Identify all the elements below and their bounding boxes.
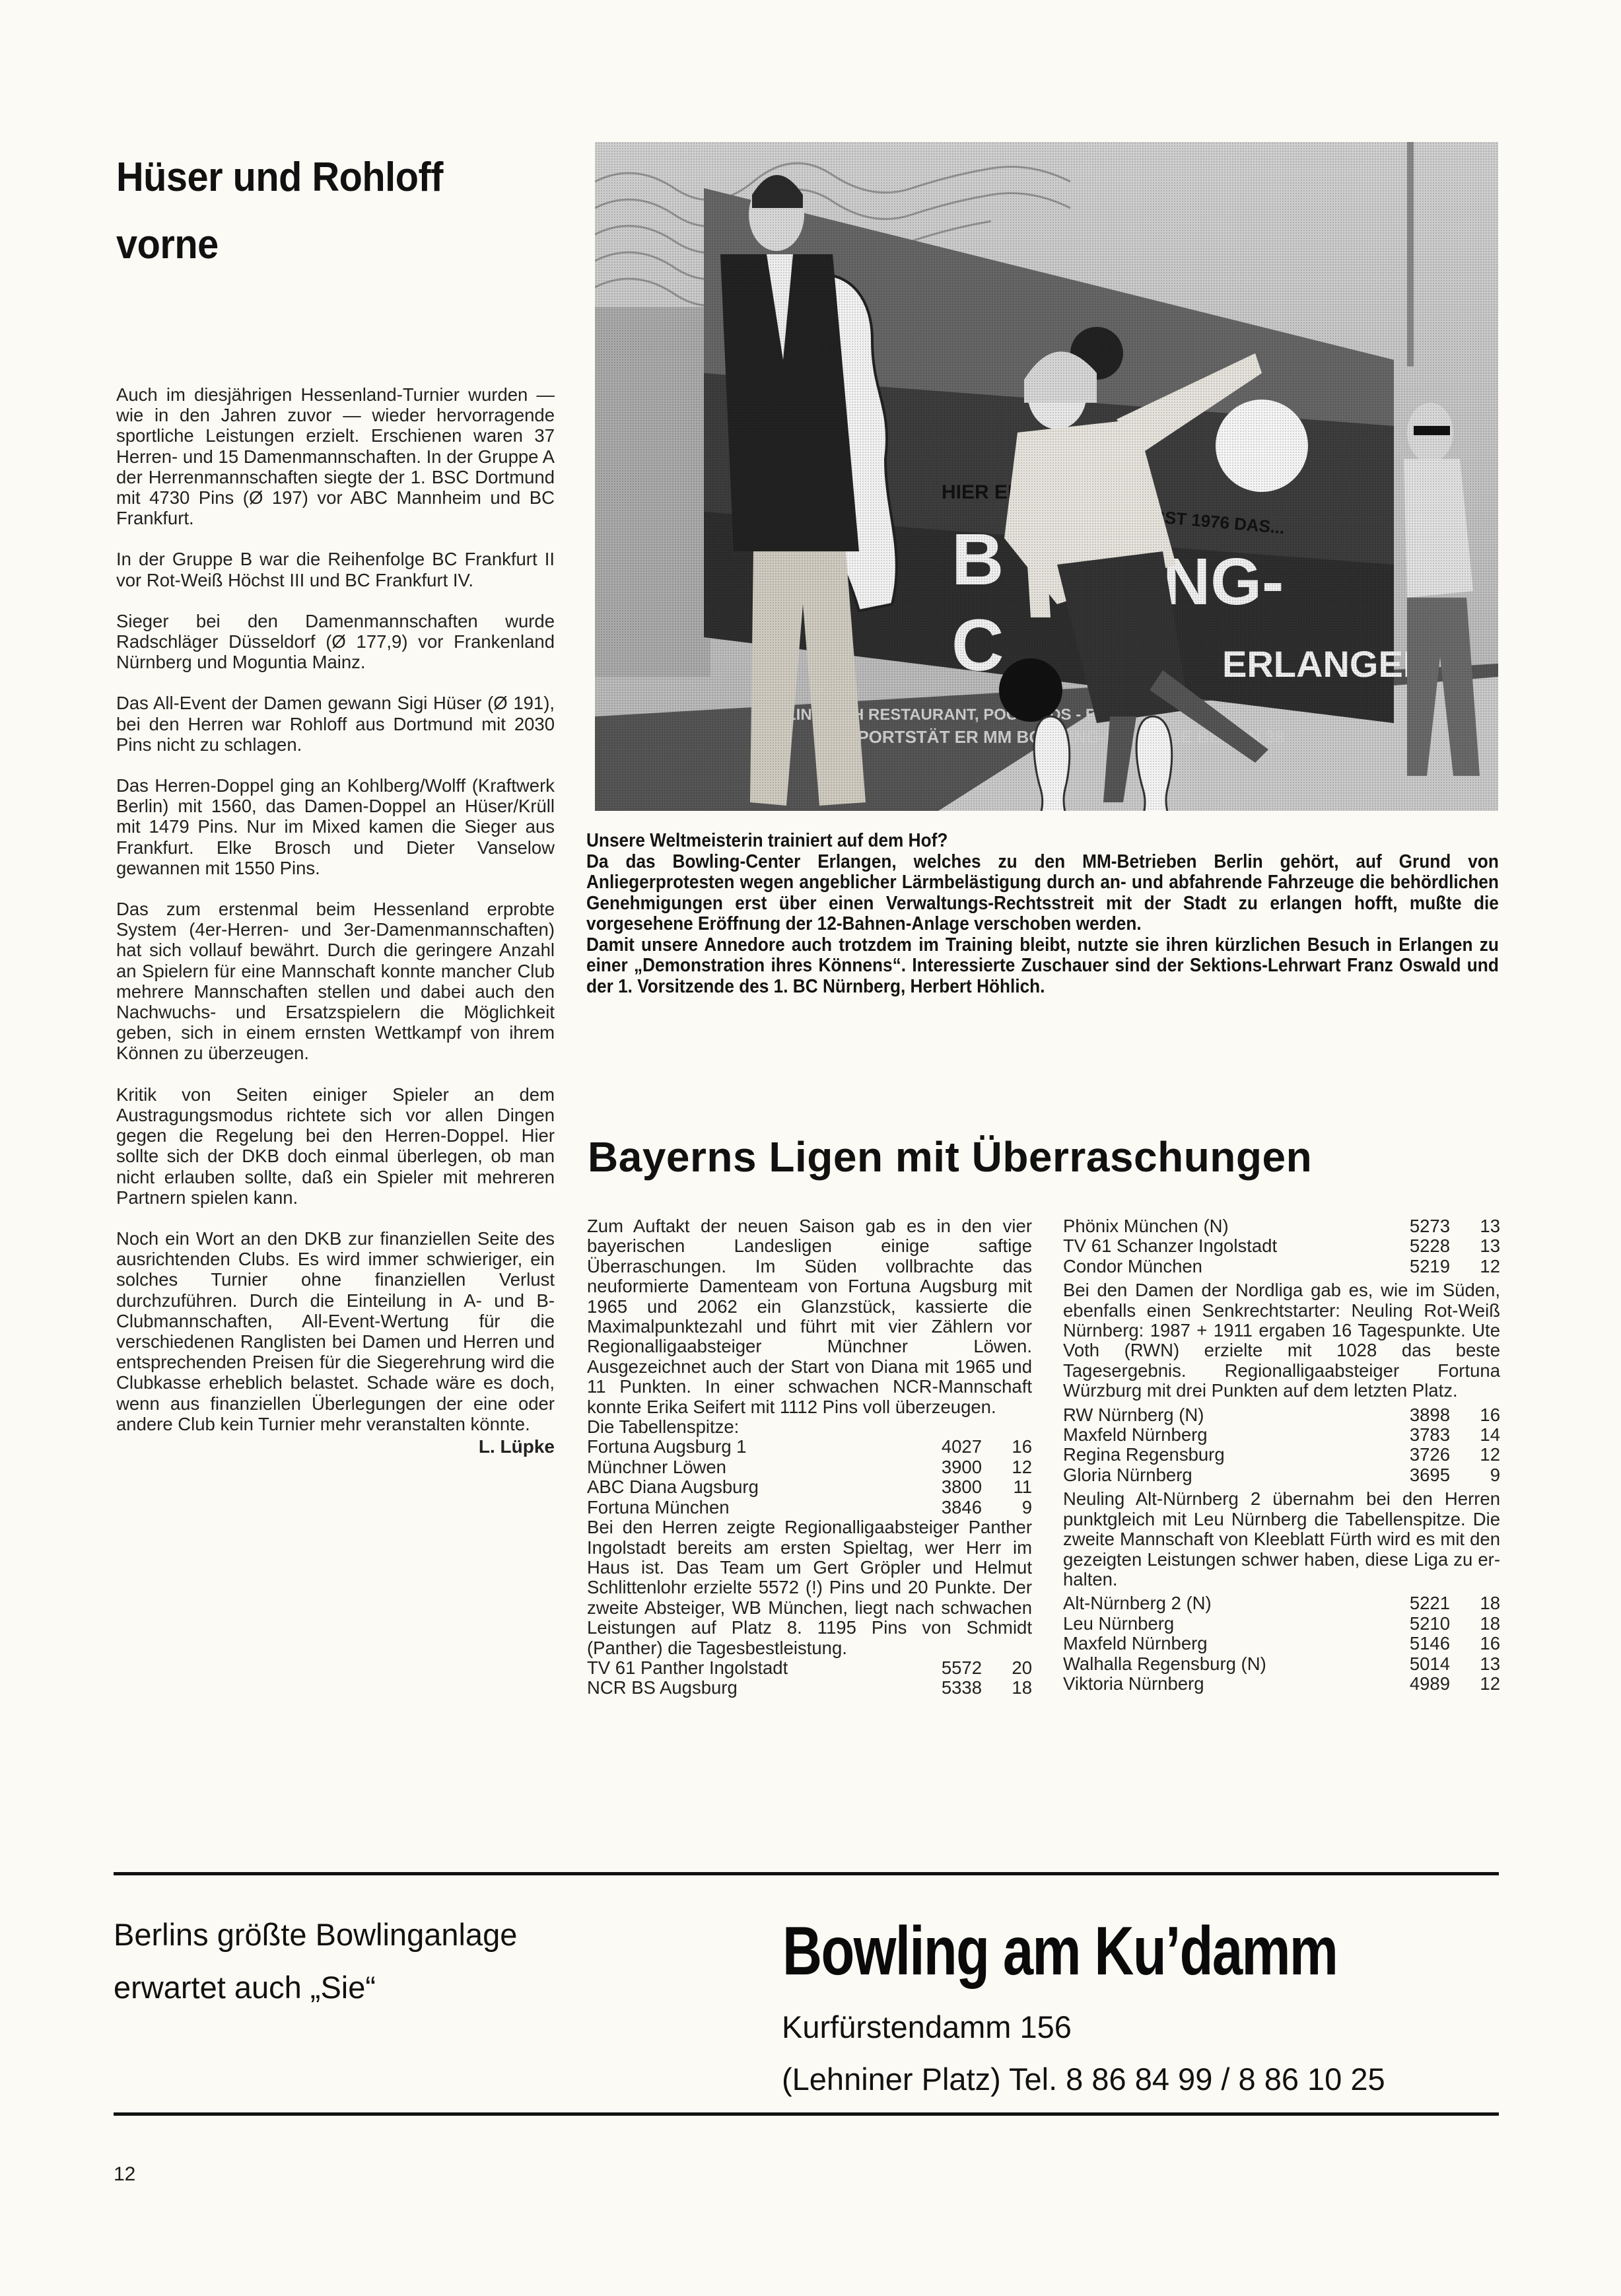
ad-brand-name: Bowling am Ku’damm xyxy=(782,1913,1338,1990)
pins-value: 3695 xyxy=(1409,1464,1450,1485)
team-name: Viktoria Nürnberg xyxy=(1063,1673,1204,1694)
points-value: 18 xyxy=(1480,1593,1500,1614)
team-name: Walhalla Regensburg (N) xyxy=(1063,1653,1266,1674)
table-row xyxy=(1063,1257,1500,1276)
paragraph: Noch ein Wort an den DKB zur finanziellen Seite des ausrichtenden Clubs. Es wird immer schwieriger, ein solches Turnier ohne finanziellen Verlust durchzuführen. Durch die Einteilung in A- und B-Clubmannschaften, All-Event-Wertung für die verschiedenen Ranglisten bei Damen und Herren und entsprechenden Preisen für die Siegerehrung wird die Clubkasse erheblich belastet. Schade wäre es doch, wenn aus finanziellen Überlegungen der eine oder andere Club kein Turnier mehr veranstalten könnte. xyxy=(116,1228,555,1434)
ad-address-phone: (Lehniner Platz) Tel. 8 86 84 99 / 8 86 10 25 xyxy=(782,2062,1385,2097)
article-body xyxy=(116,384,555,1457)
pins-value: 5228 xyxy=(1409,1235,1450,1257)
points-value: 12 xyxy=(1480,1673,1500,1694)
table-row xyxy=(587,1498,1032,1517)
pins-value: 3800 xyxy=(941,1477,982,1498)
table-row xyxy=(587,1477,1032,1497)
bowling-photo xyxy=(595,142,1498,811)
article-column-2 xyxy=(587,1216,1032,1698)
team-name: Münchner Löwen xyxy=(587,1456,726,1477)
pins-value: 5338 xyxy=(941,1677,982,1698)
ad-divider-top xyxy=(114,1872,1499,1875)
pins-value: 3900 xyxy=(941,1456,982,1477)
pins-value: 5146 xyxy=(1409,1633,1450,1654)
team-name: NCR BS Augsburg xyxy=(587,1677,738,1698)
table-row xyxy=(587,1658,1032,1678)
pins-value: 4989 xyxy=(1409,1673,1450,1694)
article-title-bayerns-ligen: Bayerns Ligen mit Überraschungen xyxy=(588,1133,1313,1181)
points-value: 13 xyxy=(1480,1235,1500,1257)
table-row xyxy=(1063,1465,1500,1485)
ad-slogan xyxy=(114,1908,517,2014)
standings-table-damen-nord xyxy=(1063,1405,1500,1486)
paragraph: Neuling Alt-Nürnberg 2 übernahm bei den Herren punktgleich mit Leu Nürnberg die Tabellenspitze. Die zweite Mannschaft von Kleeblatt Fürth wird es mit den gezeigten Leistungen schwer haben, diese Liga zu erhalten. xyxy=(1063,1488,1500,1589)
pins-value: 5221 xyxy=(1409,1593,1450,1614)
team-name: ABC Diana Augsburg xyxy=(587,1477,759,1498)
ad-divider-bottom xyxy=(114,2112,1499,2116)
table-row xyxy=(1063,1445,1500,1465)
ad-address xyxy=(782,2001,1385,2105)
ad-slogan-line-2: erwartet auch „Sie“ xyxy=(114,1970,376,2005)
table-row xyxy=(587,1457,1032,1477)
table-row xyxy=(1063,1614,1500,1634)
article-huser-rohloff xyxy=(116,144,555,1477)
pins-value: 4027 xyxy=(941,1436,982,1457)
team-name: RW Nürnberg (N) xyxy=(1063,1404,1204,1425)
pins-value: 3726 xyxy=(1409,1444,1450,1465)
paragraph: Kritik von Seiten einiger Spieler an dem Austragungsmodus richtete sich vor allen Dingen gegen die Regelung bei den Herren-Doppel. Hier sollte sich der DKB doch einmal überlegen, ob man nicht erlauben sollte, daß ein Spieler mit mehreren Partnern spielen kann. xyxy=(116,1084,555,1208)
points-value: 13 xyxy=(1480,1653,1500,1674)
paragraph: Sieger bei den Damenmannschaften wurde Radschläger Düsseldorf (Ø 177,9) vor Frankenland Nürnberg und Moguntia Mainz. xyxy=(116,610,555,673)
points-value: 16 xyxy=(1480,1633,1500,1654)
pins-value: 3846 xyxy=(941,1496,982,1517)
team-name: Maxfeld Nürnberg xyxy=(1063,1424,1208,1445)
paragraph: Bei den Herren zeigte Regionalligaabsteiger Panther Ingolstadt bereits am ersten Spieltag, wer Herr im Haus ist. Das Team um Gert Gröpler und Helmut Schlittenlohr erzielte 5572 (!) Pins und 20 Punkte. Der zweite Absteiger, WB München, liegt nach schwachen Leistungen auf Platz 8. 1195 Pins von Schmidt (Panther) die Tagesbestleistung. xyxy=(587,1517,1032,1658)
points-value: 20 xyxy=(1012,1657,1032,1678)
paragraph: Das zum erstenmal beim Hessenland erprobte System (4er-Herren- und 3er-Damenmannschaften) hat sich vollauf bewährt. Durch die geringere Anzahl an Spielern für eine Mannschaft konnte mancher Club mehrere Mannschaften stellen und dabei auch den Nachwuchs- und Ersatzspielern die Möglichkeit geben, sich in einem ernsten Wettkampf von ihrem Können zu überzeugen. xyxy=(116,899,555,1064)
points-value: 12 xyxy=(1480,1444,1500,1465)
ad-address-street: Kurfürstendamm 156 xyxy=(782,2009,1072,2044)
table-row xyxy=(1063,1654,1500,1674)
ad-slogan-line-1: Berlins größte Bowlinganlage xyxy=(114,1917,518,1952)
article-title-line-1: Hüser und Rohloff xyxy=(116,155,443,200)
table-row xyxy=(1063,1216,1500,1236)
points-value: 12 xyxy=(1480,1255,1500,1276)
table-row xyxy=(1063,1425,1500,1445)
table-row xyxy=(1063,1593,1500,1613)
team-name: TV 61 Schanzer Ingolstadt xyxy=(1063,1235,1278,1257)
team-name: TV 61 Panther Ingolstadt xyxy=(587,1657,788,1678)
team-name: Phönix München (N) xyxy=(1063,1216,1229,1236)
table-row xyxy=(1063,1674,1500,1694)
table-row xyxy=(1063,1236,1500,1256)
standings-table-herren-nord xyxy=(1063,1593,1500,1694)
caption-paragraph: Damit unsere Annedore auch trotzdem im Training bleibt, nutzte sie ihren kürzlichen Besuch in Erlangen zu einer „Demonstration ihres Könnens“. Interessierte Zuschauer sind der Sektions-Lehrwart Franz Oswald und der 1. Vorsitzende des 1. BC Nürnberg, Herbert Höhlich. xyxy=(586,934,1499,997)
standings-table-damen-sued xyxy=(587,1437,1032,1517)
pins-value: 5219 xyxy=(1409,1255,1450,1276)
team-name: Fortuna Augsburg 1 xyxy=(587,1436,747,1457)
team-name: Gloria Nürnberg xyxy=(1063,1464,1192,1485)
team-name: Alt-Nürnberg 2 (N) xyxy=(1063,1593,1212,1614)
paragraph: Zum Auftakt der neuen Saison gab es in den vier bayerischen Landesligen einige saftige Überraschungen. Im Süden vollbrachte das neuformierte Damenteam von Fortuna Augsburg mit 1965 und 2062 ein Glanzstück, kassierte die Maximalpunktezahl und führt mit vier Zählern vor Regionalligaabsteiger Münchner Löwen. Ausgezeichnet auch der Start von Diana mit 1965 und 11 Punkten. In einer schwachen NCR-Mannschaft konnte Erika Seifert mit 1112 Pins voll überzeugen. xyxy=(587,1216,1032,1417)
table-label: Die Tabellenspitze: xyxy=(587,1416,740,1438)
team-name: Leu Nürnberg xyxy=(1063,1613,1175,1634)
bowling-photo-illustration xyxy=(595,142,1498,811)
article-title xyxy=(116,144,559,279)
table-row xyxy=(587,1678,1032,1698)
points-value: 12 xyxy=(1012,1456,1032,1477)
points-value: 9 xyxy=(1021,1496,1032,1517)
pins-value: 3783 xyxy=(1409,1424,1450,1445)
points-value: 14 xyxy=(1480,1424,1500,1445)
caption-headline: Unsere Weltmeisterin trainiert auf dem Hof? xyxy=(586,830,948,851)
points-value: 9 xyxy=(1490,1464,1500,1485)
points-value: 16 xyxy=(1480,1404,1500,1425)
pins-value: 5572 xyxy=(941,1657,982,1678)
table-row xyxy=(1063,1405,1500,1425)
pins-value: 5210 xyxy=(1409,1613,1450,1634)
paragraph: In der Gruppe B war die Reihenfolge BC Frankfurt II vor Rot-Weiß Höchst III und BC Frankfurt IV. xyxy=(116,549,555,590)
standings-table-herren-sued xyxy=(587,1658,1032,1698)
paragraph: Auch im diesjährigen Hessenland-Turnier wurden — wie in den Jahren zuvor — wieder hervorragende sportliche Leistungen erzielt. Erschienen waren 37 Herren- und 15 Damenmannschaften. In der Gruppe A der Herrenmannschaften siegte der 1. BSC Dortmund mit 4730 Pins (Ø 197) vor ABC Mannheim und BC Frankfurt. xyxy=(116,384,555,529)
points-value: 18 xyxy=(1012,1677,1032,1698)
pins-value: 5273 xyxy=(1409,1216,1450,1236)
table-row xyxy=(1063,1634,1500,1653)
team-name: Maxfeld Nürnberg xyxy=(1063,1633,1208,1654)
photo-caption xyxy=(586,831,1499,997)
points-value: 11 xyxy=(1013,1477,1032,1498)
pins-value: 3898 xyxy=(1409,1404,1450,1425)
paragraph: Bei den Damen der Nordliga gab es, wie im Süden, ebenfalls einen Senkrechtstarter: Neuling Rot-Weiß Nürnberg: 1987 + 1911 ergaben 16 Tagespunkte. Ute Voth (RWN) erzielte mit 1028 das beste Tagesergebnis. Regionalligaabsteiger Fortuna Würzburg mit drei Punkten auf dem letzten Platz. xyxy=(1063,1280,1500,1401)
article-title-line-2: vorne xyxy=(116,222,219,267)
author-byline: L. Lüpke xyxy=(478,1436,555,1457)
caption-paragraph: Da das Bowling-Center Erlangen, welches zu den MM-Betrieben Berlin gehört, auf Grund von Anliegerprotesten wegen angeblicher Lärmbelästigung durch an- und abfahrende Fahrzeuge die behördlichen Genehmigungen erst über einen Verwaltungs-Rechtsstreit mit der Stadt zu erlangen hofft, mußte die vorgesehene Eröffnung der 12-Bahnen-Anlage verschoben werden. xyxy=(586,851,1499,934)
points-value: 16 xyxy=(1012,1436,1032,1457)
article-column-3 xyxy=(1063,1216,1500,1694)
paragraph: Das Herren-Doppel ging an Kohlberg/Wolff (Kraftwerk Berlin) mit 1560, das Damen-Doppel an Hüser/Krüll mit 1479 Pins. Nur im Mixed kamen die Sieger aus Frankfurt. Elke Brosch und Dieter Vanselow gewannen mit 1550 Pins. xyxy=(116,775,555,878)
points-value: 13 xyxy=(1480,1216,1500,1236)
team-name: Regina Regensburg xyxy=(1063,1444,1225,1465)
points-value: 18 xyxy=(1480,1613,1500,1634)
team-name: Fortuna München xyxy=(587,1496,730,1517)
pins-value: 5014 xyxy=(1409,1653,1450,1674)
team-name: Condor München xyxy=(1063,1255,1202,1276)
page-number: 12 xyxy=(114,2163,136,2185)
table-row xyxy=(587,1437,1032,1457)
standings-table-herren-sued-cont xyxy=(1063,1216,1500,1276)
paragraph: Das All-Event der Damen gewann Sigi Hüser (Ø 191), bei den Herren war Rohloff aus Dortmund mit 2030 Pins nicht zu schlagen. xyxy=(116,693,555,755)
